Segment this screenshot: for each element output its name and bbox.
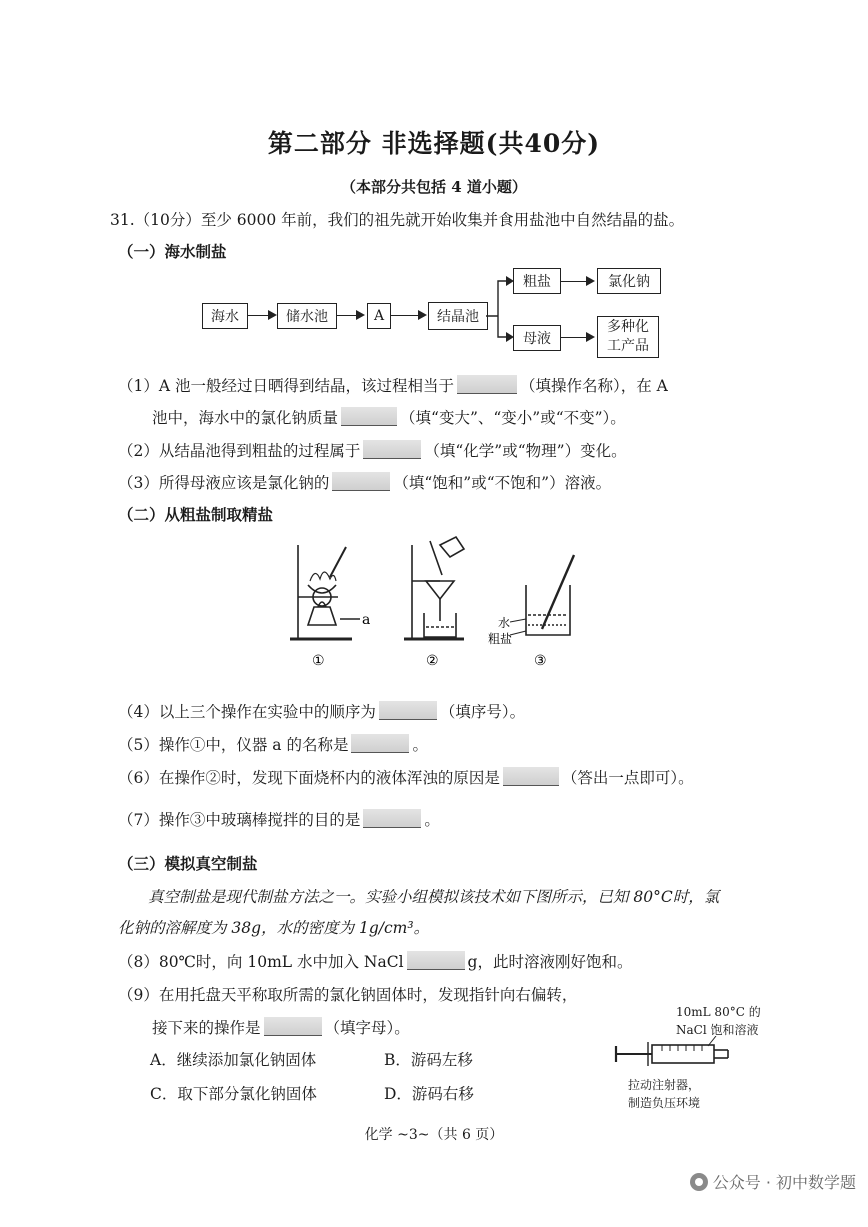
question-6 bbox=[118, 766, 694, 788]
flow-branch-connector bbox=[486, 276, 516, 346]
question-3 bbox=[118, 471, 611, 493]
flow-box-nacl: 氯化钠 bbox=[597, 268, 661, 294]
label-crude-salt: 粗盐 bbox=[488, 632, 513, 646]
figure-2-label: ② bbox=[426, 653, 439, 669]
question-1-line2 bbox=[152, 406, 626, 428]
part1-heading: （一）海水制盐 bbox=[118, 242, 227, 261]
flow-box-mother: 母液 bbox=[513, 325, 561, 351]
question-2-hint: （填“化学”或“物理”）变化。 bbox=[424, 442, 627, 460]
answer-blank-7 bbox=[363, 809, 421, 828]
part3-intro-line1: 真空制盐是现代制盐方法之一。实验小组模拟该技术如下图所示，已知 80°C时，氯 bbox=[148, 888, 720, 906]
question-3-text: （3）所得母液应该是氯化钠的 bbox=[118, 474, 330, 492]
option-b: B．游码左移 bbox=[384, 1051, 473, 1069]
option-c: C．取下部分氯化钠固体 bbox=[150, 1085, 317, 1103]
apparatus-figure bbox=[280, 535, 600, 675]
question-8-hint: g，此时溶液刚好饱和。 bbox=[467, 953, 633, 971]
question-2-text: （2）从结晶池得到粗盐的过程属于 bbox=[118, 442, 361, 460]
watermark-text: 公众号 · 初中数学题 bbox=[712, 1173, 856, 1192]
figure-3-label: ③ bbox=[534, 653, 547, 669]
flow-arrowhead bbox=[586, 332, 595, 342]
question-9-line2 bbox=[152, 1016, 410, 1038]
question-31-intro: 31.（10分）至少 6000 年前，我们的祖先就开始收集并食用盐池中自然结晶的盐。 bbox=[110, 211, 685, 229]
option-d: D．游码右移 bbox=[384, 1085, 474, 1103]
question-5-text: （5）操作①中，仪器 a 的名称是 bbox=[118, 736, 349, 754]
flow-arrowhead bbox=[356, 310, 365, 320]
question-7-hint: 。 bbox=[424, 811, 440, 829]
label-a: a bbox=[362, 612, 371, 628]
label-water: 水 bbox=[498, 616, 511, 630]
syringe-label-bottom1: 拉动注射器， bbox=[628, 1078, 701, 1092]
part3-intro-line2: 化钠的溶解度为 38g，水的密度为 1g/cm³。 bbox=[118, 919, 430, 937]
option-a: A．继续添加氯化钠固体 bbox=[150, 1051, 317, 1069]
answer-blank-9 bbox=[264, 1017, 322, 1036]
wechat-icon bbox=[690, 1173, 708, 1191]
question-3-hint: （填“饱和”或“不饱和”）溶液。 bbox=[393, 474, 612, 492]
question-6-hint: （答出一点即可）。 bbox=[561, 769, 694, 787]
flow-arrow bbox=[248, 315, 270, 316]
part2-heading: （二）从粗盐制取精盐 bbox=[118, 505, 274, 524]
flow-arrow bbox=[337, 315, 358, 316]
question-9-text: 接下来的操作是 bbox=[152, 1019, 261, 1037]
answer-blank-3 bbox=[332, 472, 390, 491]
flow-box-products: 多种化工产品 bbox=[597, 316, 659, 358]
question-4-hint: （填序号）。 bbox=[439, 703, 526, 721]
question-7 bbox=[118, 808, 440, 830]
answer-blank-5 bbox=[351, 734, 409, 753]
flow-box-seawater: 海水 bbox=[202, 303, 248, 329]
question-2 bbox=[118, 439, 627, 461]
figure-1-label: ① bbox=[312, 653, 325, 669]
question-1-hint: （填操作名称），在 A bbox=[519, 377, 668, 395]
flow-arrow bbox=[561, 281, 588, 282]
flow-arrow bbox=[561, 337, 588, 338]
page-footer: 化学 ~3~（共 6 页） bbox=[364, 1127, 504, 1143]
flow-box-a: A bbox=[367, 303, 391, 329]
section-title: 第二部分 非选择题(共40分) bbox=[267, 129, 601, 158]
flow-box-reservoir: 储水池 bbox=[277, 303, 337, 329]
question-4 bbox=[118, 700, 525, 722]
question-1-text: （1）A 池一般经过日晒得到结晶，该过程相当于 bbox=[118, 377, 454, 395]
answer-blank-6 bbox=[503, 767, 559, 786]
syringe-label-top1: 10mL 80°C 的 bbox=[676, 1005, 761, 1019]
question-9-hint: （填字母）。 bbox=[324, 1019, 410, 1037]
part3-heading: （三）模拟真空制盐 bbox=[118, 854, 258, 873]
answer-blank-2 bbox=[363, 440, 421, 459]
answer-blank-4 bbox=[379, 701, 437, 720]
answer-blank-1b bbox=[341, 407, 397, 426]
section-subtitle: （本部分共包括 4 道小题） bbox=[341, 178, 527, 196]
answer-blank-1a bbox=[457, 375, 517, 394]
syringe-figure bbox=[612, 1036, 742, 1072]
flow-box-crude: 粗盐 bbox=[513, 268, 561, 294]
question-5 bbox=[118, 733, 428, 755]
flow-arrow bbox=[391, 315, 420, 316]
filtration-apparatus bbox=[404, 537, 464, 639]
question-1-hint2: （填“变大”、“变小”或“不变”）。 bbox=[400, 409, 626, 427]
answer-blank-8 bbox=[407, 951, 465, 970]
flow-box-crystal: 结晶池 bbox=[428, 302, 488, 330]
flow-arrowhead bbox=[418, 310, 427, 320]
question-5-hint: 。 bbox=[412, 736, 428, 754]
question-4-text: （4）以上三个操作在实验中的顺序为 bbox=[118, 703, 376, 721]
flow-arrowhead bbox=[268, 310, 277, 320]
question-9-line1: （9）在用托盘天平称取所需的氯化钠固体时，发现指针向右偏转， bbox=[118, 986, 578, 1004]
syringe-label-bottom2: 制造负压环境 bbox=[628, 1096, 701, 1110]
question-7-text: （7）操作③中玻璃棒搅拌的目的是 bbox=[118, 811, 361, 829]
flow-arrowhead bbox=[586, 276, 595, 286]
question-8 bbox=[118, 950, 632, 972]
dissolving-apparatus bbox=[510, 555, 574, 635]
question-1-line1 bbox=[118, 374, 668, 396]
question-6-text: （6）在操作②时，发现下面烧杯内的液体浑浊的原因是 bbox=[118, 769, 500, 787]
syringe-label-top2: NaCl 饱和溶液 bbox=[676, 1023, 759, 1037]
question-1-text2: 池中，海水中的氯化钠质量 bbox=[152, 409, 339, 427]
evaporation-apparatus bbox=[290, 545, 360, 639]
watermark bbox=[690, 1170, 856, 1193]
question-8-text: （8）80℃时，向 10mL 水中加入 NaCl bbox=[118, 953, 404, 971]
